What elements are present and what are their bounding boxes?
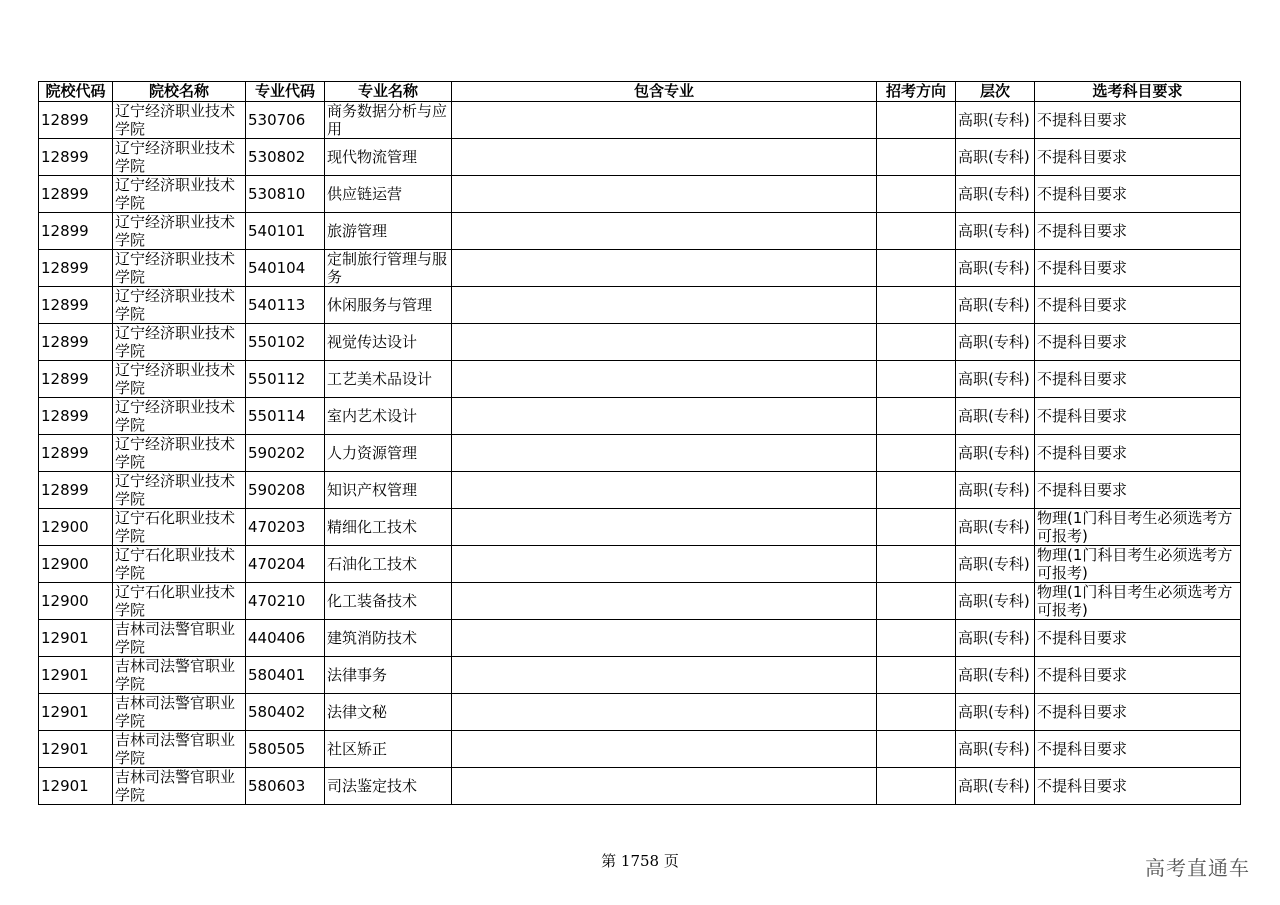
page-number: 第 1758 页 <box>601 852 679 870</box>
major-code-cell: 540113 <box>246 287 325 324</box>
major-code-cell: 540101 <box>246 213 325 250</box>
level-cell: 高职(专科) <box>956 472 1035 509</box>
level-cell: 高职(专科) <box>956 250 1035 287</box>
direction-cell <box>877 583 956 620</box>
subject-requirement-cell: 不提科目要求 <box>1035 398 1241 435</box>
direction-cell <box>877 250 956 287</box>
major-code-cell: 580603 <box>246 768 325 805</box>
table-row <box>39 509 1241 546</box>
included-majors-cell <box>452 102 877 139</box>
direction-cell <box>877 398 956 435</box>
school-code-cell: 12901 <box>39 768 113 805</box>
table-row <box>39 213 1241 250</box>
subject-requirement-cell: 不提科目要求 <box>1035 768 1241 805</box>
major-code-cell: 550102 <box>246 324 325 361</box>
school-name-cell: 辽宁经济职业技术学院 <box>113 213 246 250</box>
major-code-cell: 580401 <box>246 657 325 694</box>
direction-cell <box>877 176 956 213</box>
table-row <box>39 657 1241 694</box>
subject-requirement-cell: 物理(1门科目考生必须选考方可报考) <box>1035 546 1241 583</box>
school-code-cell: 12899 <box>39 176 113 213</box>
major-name-cell: 室内艺术设计 <box>325 398 452 435</box>
major-code-cell: 550112 <box>246 361 325 398</box>
major-code-cell: 590202 <box>246 435 325 472</box>
direction-cell <box>877 435 956 472</box>
major-code-cell: 580505 <box>246 731 325 768</box>
school-name-cell: 吉林司法警官职业学院 <box>113 657 246 694</box>
header-subject-requirement: 选考科目要求 <box>1035 82 1241 102</box>
school-name-cell: 辽宁石化职业技术学院 <box>113 546 246 583</box>
school-name-cell: 辽宁经济职业技术学院 <box>113 102 246 139</box>
table-row <box>39 546 1241 583</box>
school-name-cell: 辽宁石化职业技术学院 <box>113 509 246 546</box>
major-name-cell: 石油化工技术 <box>325 546 452 583</box>
level-cell: 高职(专科) <box>956 102 1035 139</box>
major-name-cell: 建筑消防技术 <box>325 620 452 657</box>
major-name-cell: 旅游管理 <box>325 213 452 250</box>
subject-requirement-cell: 物理(1门科目考生必须选考方可报考) <box>1035 583 1241 620</box>
school-code-cell: 12901 <box>39 694 113 731</box>
included-majors-cell <box>452 213 877 250</box>
included-majors-cell <box>452 509 877 546</box>
header-major-name: 专业名称 <box>325 82 452 102</box>
subject-requirement-cell: 不提科目要求 <box>1035 657 1241 694</box>
major-code-cell: 470203 <box>246 509 325 546</box>
school-code-cell: 12899 <box>39 398 113 435</box>
watermark: 高考直通车 <box>1145 856 1250 880</box>
direction-cell <box>877 213 956 250</box>
table-body <box>39 102 1241 805</box>
level-cell: 高职(专科) <box>956 287 1035 324</box>
header-school-code: 院校代码 <box>39 82 113 102</box>
header-level: 层次 <box>956 82 1035 102</box>
school-name-cell: 辽宁经济职业技术学院 <box>113 176 246 213</box>
included-majors-cell <box>452 324 877 361</box>
subject-requirement-cell: 不提科目要求 <box>1035 435 1241 472</box>
level-cell: 高职(专科) <box>956 139 1035 176</box>
subject-requirement-cell: 不提科目要求 <box>1035 139 1241 176</box>
level-cell: 高职(专科) <box>956 435 1035 472</box>
school-code-cell: 12901 <box>39 731 113 768</box>
subject-requirement-cell: 不提科目要求 <box>1035 287 1241 324</box>
table-row <box>39 768 1241 805</box>
level-cell: 高职(专科) <box>956 361 1035 398</box>
school-code-cell: 12899 <box>39 287 113 324</box>
major-name-cell: 精细化工技术 <box>325 509 452 546</box>
school-code-cell: 12901 <box>39 620 113 657</box>
school-code-cell: 12899 <box>39 435 113 472</box>
major-code-cell: 530706 <box>246 102 325 139</box>
direction-cell <box>877 324 956 361</box>
direction-cell <box>877 102 956 139</box>
major-name-cell: 视觉传达设计 <box>325 324 452 361</box>
direction-cell <box>877 657 956 694</box>
included-majors-cell <box>452 176 877 213</box>
major-name-cell: 供应链运营 <box>325 176 452 213</box>
major-name-cell: 法律事务 <box>325 657 452 694</box>
level-cell: 高职(专科) <box>956 546 1035 583</box>
direction-cell <box>877 472 956 509</box>
school-name-cell: 辽宁经济职业技术学院 <box>113 361 246 398</box>
included-majors-cell <box>452 250 877 287</box>
major-code-cell: 470204 <box>246 546 325 583</box>
included-majors-cell <box>452 435 877 472</box>
major-name-cell: 工艺美术品设计 <box>325 361 452 398</box>
school-name-cell: 吉林司法警官职业学院 <box>113 768 246 805</box>
school-name-cell: 吉林司法警官职业学院 <box>113 620 246 657</box>
level-cell: 高职(专科) <box>956 583 1035 620</box>
major-name-cell: 定制旅行管理与服务 <box>325 250 452 287</box>
included-majors-cell <box>452 287 877 324</box>
school-name-cell: 辽宁经济职业技术学院 <box>113 139 246 176</box>
level-cell: 高职(专科) <box>956 509 1035 546</box>
table-row <box>39 324 1241 361</box>
table-row <box>39 731 1241 768</box>
major-code-cell: 540104 <box>246 250 325 287</box>
table-header-row <box>39 82 1241 102</box>
subject-requirement-cell: 不提科目要求 <box>1035 361 1241 398</box>
school-name-cell: 辽宁石化职业技术学院 <box>113 583 246 620</box>
major-code-cell: 440406 <box>246 620 325 657</box>
subject-requirement-cell: 不提科目要求 <box>1035 250 1241 287</box>
school-code-cell: 12901 <box>39 657 113 694</box>
subject-requirement-cell: 不提科目要求 <box>1035 694 1241 731</box>
table-row <box>39 694 1241 731</box>
table-row <box>39 287 1241 324</box>
school-code-cell: 12900 <box>39 509 113 546</box>
included-majors-cell <box>452 472 877 509</box>
direction-cell <box>877 287 956 324</box>
major-name-cell: 司法鉴定技术 <box>325 768 452 805</box>
school-code-cell: 12899 <box>39 213 113 250</box>
level-cell: 高职(专科) <box>956 731 1035 768</box>
major-name-cell: 休闲服务与管理 <box>325 287 452 324</box>
direction-cell <box>877 768 956 805</box>
school-code-cell: 12899 <box>39 139 113 176</box>
header-school-name: 院校名称 <box>113 82 246 102</box>
direction-cell <box>877 546 956 583</box>
table-row <box>39 435 1241 472</box>
included-majors-cell <box>452 694 877 731</box>
major-name-cell: 化工装备技术 <box>325 583 452 620</box>
level-cell: 高职(专科) <box>956 657 1035 694</box>
major-name-cell: 社区矫正 <box>325 731 452 768</box>
level-cell: 高职(专科) <box>956 694 1035 731</box>
major-code-cell: 530802 <box>246 139 325 176</box>
school-name-cell: 吉林司法警官职业学院 <box>113 694 246 731</box>
direction-cell <box>877 620 956 657</box>
subject-requirement-cell: 不提科目要求 <box>1035 620 1241 657</box>
subject-requirement-cell: 不提科目要求 <box>1035 102 1241 139</box>
subject-requirement-cell: 不提科目要求 <box>1035 324 1241 361</box>
level-cell: 高职(专科) <box>956 768 1035 805</box>
school-code-cell: 12899 <box>39 324 113 361</box>
school-name-cell: 辽宁经济职业技术学院 <box>113 287 246 324</box>
level-cell: 高职(专科) <box>956 398 1035 435</box>
level-cell: 高职(专科) <box>956 213 1035 250</box>
table-row <box>39 176 1241 213</box>
included-majors-cell <box>452 546 877 583</box>
major-name-cell: 知识产权管理 <box>325 472 452 509</box>
table-row <box>39 472 1241 509</box>
included-majors-cell <box>452 583 877 620</box>
school-name-cell: 辽宁经济职业技术学院 <box>113 324 246 361</box>
school-name-cell: 辽宁经济职业技术学院 <box>113 472 246 509</box>
table-row <box>39 250 1241 287</box>
school-code-cell: 12900 <box>39 583 113 620</box>
level-cell: 高职(专科) <box>956 324 1035 361</box>
header-included-majors: 包含专业 <box>452 82 877 102</box>
included-majors-cell <box>452 398 877 435</box>
major-code-cell: 530810 <box>246 176 325 213</box>
school-name-cell: 辽宁经济职业技术学院 <box>113 435 246 472</box>
major-name-cell: 法律文秘 <box>325 694 452 731</box>
header-major-code: 专业代码 <box>246 82 325 102</box>
included-majors-cell <box>452 731 877 768</box>
major-code-cell: 590208 <box>246 472 325 509</box>
school-code-cell: 12900 <box>39 546 113 583</box>
table-row <box>39 583 1241 620</box>
direction-cell <box>877 731 956 768</box>
table-row <box>39 620 1241 657</box>
school-code-cell: 12899 <box>39 250 113 287</box>
major-code-cell: 580402 <box>246 694 325 731</box>
level-cell: 高职(专科) <box>956 176 1035 213</box>
direction-cell <box>877 361 956 398</box>
included-majors-cell <box>452 657 877 694</box>
subject-requirement-cell: 不提科目要求 <box>1035 731 1241 768</box>
subject-requirement-cell: 不提科目要求 <box>1035 213 1241 250</box>
school-name-cell: 辽宁经济职业技术学院 <box>113 250 246 287</box>
table-row <box>39 139 1241 176</box>
direction-cell <box>877 509 956 546</box>
major-code-cell: 550114 <box>246 398 325 435</box>
major-name-cell: 现代物流管理 <box>325 139 452 176</box>
direction-cell <box>877 694 956 731</box>
majors-table <box>38 81 1241 805</box>
direction-cell <box>877 139 956 176</box>
header-direction: 招考方向 <box>877 82 956 102</box>
table-row <box>39 102 1241 139</box>
included-majors-cell <box>452 361 877 398</box>
level-cell: 高职(专科) <box>956 620 1035 657</box>
table-row <box>39 361 1241 398</box>
major-name-cell: 人力资源管理 <box>325 435 452 472</box>
subject-requirement-cell: 物理(1门科目考生必须选考方可报考) <box>1035 509 1241 546</box>
subject-requirement-cell: 不提科目要求 <box>1035 472 1241 509</box>
school-name-cell: 辽宁经济职业技术学院 <box>113 398 246 435</box>
school-code-cell: 12899 <box>39 102 113 139</box>
school-name-cell: 吉林司法警官职业学院 <box>113 731 246 768</box>
school-code-cell: 12899 <box>39 472 113 509</box>
table-row <box>39 398 1241 435</box>
included-majors-cell <box>452 768 877 805</box>
included-majors-cell <box>452 620 877 657</box>
major-name-cell: 商务数据分析与应用 <box>325 102 452 139</box>
school-code-cell: 12899 <box>39 361 113 398</box>
subject-requirement-cell: 不提科目要求 <box>1035 176 1241 213</box>
major-code-cell: 470210 <box>246 583 325 620</box>
included-majors-cell <box>452 139 877 176</box>
